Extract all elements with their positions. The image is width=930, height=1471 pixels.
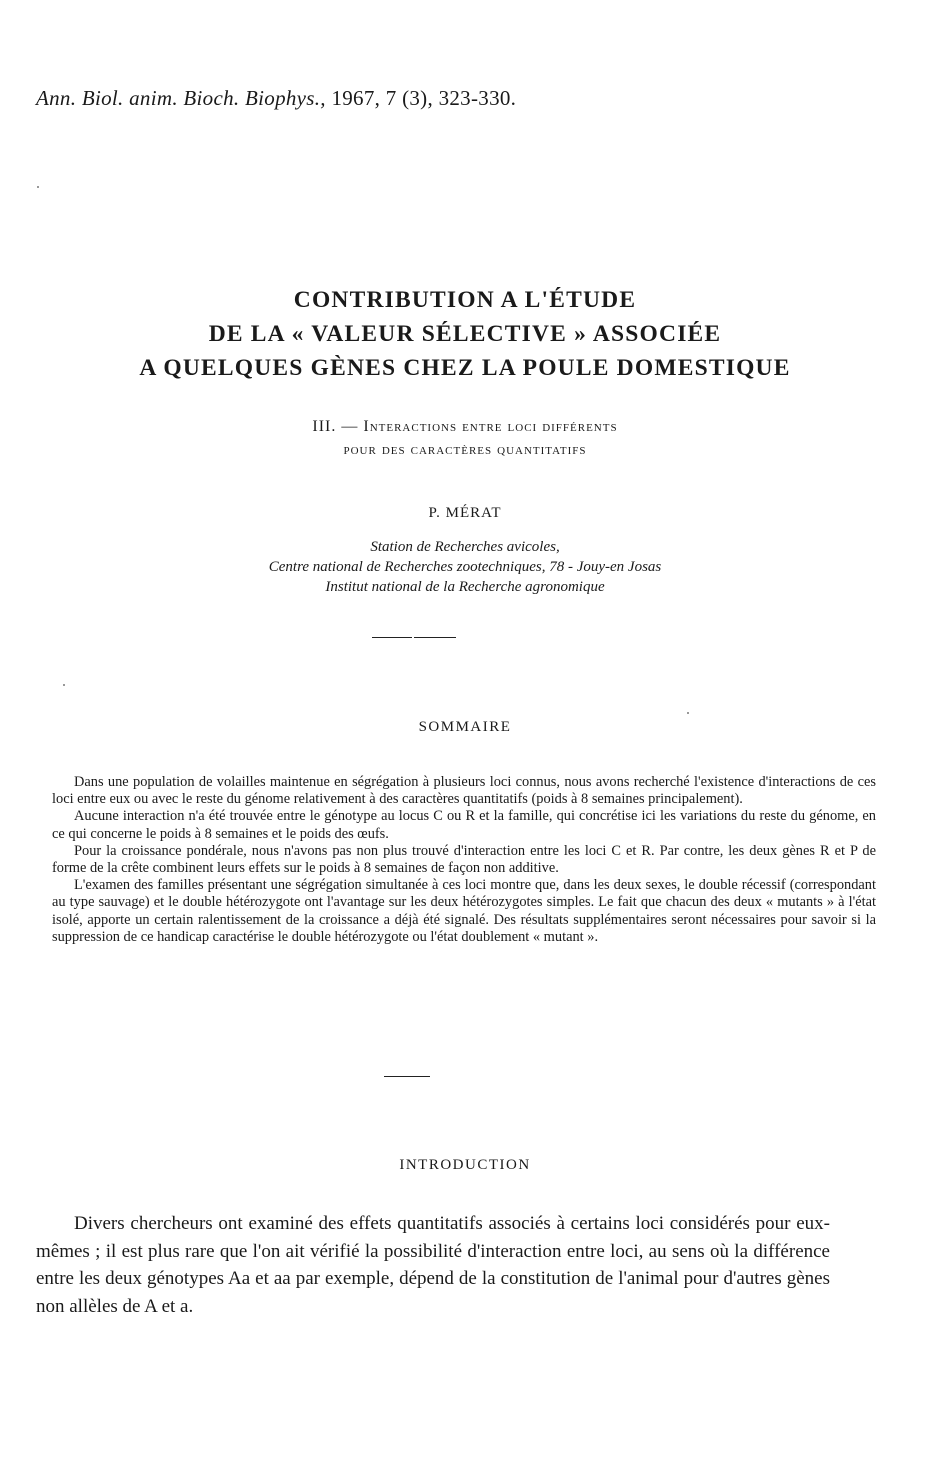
divider-short-left bbox=[372, 637, 412, 638]
affiliation-line-3: Institut national de la Recherche agronomique bbox=[325, 579, 605, 595]
affiliation-line-1: Station de Recherches avicoles, bbox=[370, 539, 560, 555]
summary-paragraph: Dans une population de volailles maintenue en ségrégation à plusieurs loci connus, nous avons recherché l'existence d'interactions de ces loci entre eux ou avec le reste du génome relativement à des caractères quantitatifs (poids à 8 semaines principalement). bbox=[52, 774, 876, 808]
divider-short-right bbox=[414, 637, 456, 638]
summary-paragraph: Aucune interaction n'a été trouvée entre le génotype au locus C ou R et la famille, qui concrétise ici les variations du reste du génome, en ce qui concerne le poids à 8 semaines et le poids des œufs. bbox=[52, 808, 876, 842]
paper-subtitle-line-1: III. — Interactions entre loci différents bbox=[312, 418, 618, 435]
introduction-body bbox=[36, 1210, 830, 1320]
paper-subtitle-line-2: pour des caractères quantitatifs bbox=[343, 441, 587, 458]
author-name: P. MÉRAT bbox=[428, 505, 502, 521]
summary-paragraph: L'examen des familles présentant une ségrégation simultanée à ces loci montre que, dans les deux sexes, le double récessif (correspondant au type sauvage) et le double hétérozygote ont l'avantage sur les deux hétérozygotes simples. Le fait que chacun des deux « mutants » à l'état isolé, apporte un certain ralentissement de la croissance a déjà été signalé. Des résultats supplémentaires seront nécessaires pour savoir si la suppression de ce handicap caractérise le double hétérozygote ou l'état doublement « mutant ». bbox=[52, 877, 876, 945]
journal-year-volume: 1967, 7 (3), 323-330. bbox=[331, 86, 517, 110]
paper-title-line-2: DE LA « VALEUR SÉLECTIVE » ASSOCIÉE bbox=[208, 321, 722, 347]
summary-paragraph: Pour la croissance pondérale, nous n'avons pas non plus trouvé d'interaction entre les loci C et R. Par contre, les deux gènes R et P de forme de la crête combinent leurs effets sur le poids à 8 semaines de façon non additive. bbox=[52, 842, 876, 877]
scan-speck bbox=[687, 712, 689, 714]
divider-after-summary bbox=[384, 1076, 430, 1077]
introduction-heading: INTRODUCTION bbox=[399, 1157, 531, 1173]
scan-speck bbox=[63, 684, 65, 686]
summary-body bbox=[52, 774, 876, 946]
paper-title-line-3: A QUELQUES GÈNES CHEZ LA POULE DOMESTIQUE bbox=[139, 355, 791, 381]
citation-line bbox=[36, 86, 516, 111]
summary-heading: SOMMAIRE bbox=[418, 719, 512, 735]
paper-title-line-1: CONTRIBUTION A L'ÉTUDE bbox=[293, 287, 637, 313]
journal-name: Ann. Biol. anim. Bioch. Biophys., bbox=[36, 86, 326, 110]
affiliation-line-2: Centre national de Recherches zootechniques, 78 - Jouy-en Josas bbox=[268, 559, 662, 575]
introduction-paragraph: Divers chercheurs ont examiné des effets quantitatifs associés à certains loci considérés pour eux-mêmes ; il est plus rare que l'on ait vérifié la possibilité d'interaction entre loci, au sens où la différence entre les deux génotypes Aa et aa par exemple, dépend de la constitution de l'animal pour d'autres gènes non allèles de A et a. bbox=[36, 1213, 830, 1317]
scan-speck bbox=[37, 186, 39, 188]
